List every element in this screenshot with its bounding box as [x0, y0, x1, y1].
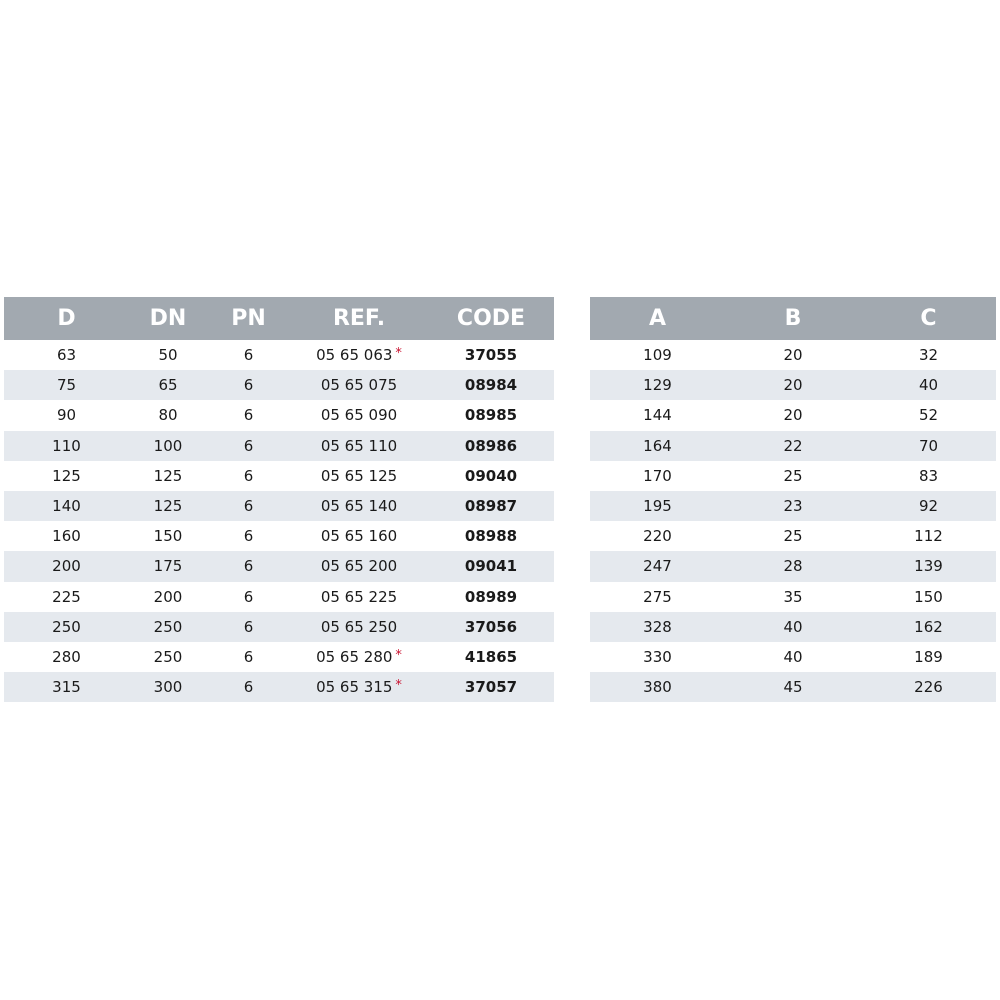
header-a: A — [590, 297, 725, 340]
cell-c: 83 — [861, 461, 996, 491]
asterisk-mark: * — [395, 346, 402, 362]
cell-ref — [290, 672, 428, 702]
cell-code: 08987 — [428, 491, 554, 521]
cell-a: 109 — [590, 340, 725, 370]
cell-a: 170 — [590, 461, 725, 491]
cell-ref — [290, 461, 428, 491]
cell-dn: 200 — [129, 582, 207, 612]
cell-pn: 6 — [207, 370, 290, 400]
cell-code: 37055 — [428, 340, 554, 370]
cell-pn: 6 — [207, 431, 290, 461]
ref-value: 05 65 160 — [320, 527, 398, 546]
cell-b: 20 — [725, 340, 861, 370]
ref-value: 05 65 250 — [320, 617, 398, 636]
ref-value: 05 65 090 — [320, 406, 398, 425]
cell-c: 112 — [861, 521, 996, 551]
cell-d: 75 — [4, 370, 129, 400]
cell-a: 164 — [590, 431, 725, 461]
cell-c: 52 — [861, 400, 996, 430]
table-row — [4, 612, 554, 642]
cell-c: 70 — [861, 431, 996, 461]
ref-value: 05 65 075 — [320, 376, 398, 395]
cell-b: 28 — [725, 551, 861, 581]
cell-ref — [290, 642, 428, 672]
cell-a: 220 — [590, 521, 725, 551]
dimensions-table-left — [4, 297, 554, 702]
cell-b: 22 — [725, 431, 861, 461]
ref-value: 05 65 280 — [316, 647, 393, 666]
cell-d: 125 — [4, 461, 129, 491]
table-row — [4, 551, 554, 581]
ref-value: 05 65 063 — [316, 346, 393, 365]
cell-dn: 80 — [129, 400, 207, 430]
table-row — [4, 431, 554, 461]
table-row — [4, 340, 554, 370]
table-row — [590, 491, 996, 521]
asterisk-mark: * — [395, 678, 402, 694]
cell-pn: 6 — [207, 461, 290, 491]
header-dn: DN — [129, 297, 207, 340]
cell-d: 315 — [4, 672, 129, 702]
cell-pn: 6 — [207, 491, 290, 521]
cell-dn: 65 — [129, 370, 207, 400]
cell-c: 32 — [861, 340, 996, 370]
cell-c: 40 — [861, 370, 996, 400]
ref-value: 05 65 125 — [320, 466, 398, 485]
table-row — [4, 370, 554, 400]
cell-dn: 250 — [129, 642, 207, 672]
cell-b: 23 — [725, 491, 861, 521]
cell-d: 250 — [4, 612, 129, 642]
table-row — [4, 672, 554, 702]
dimensions-table-right — [590, 297, 996, 702]
cell-ref — [290, 582, 428, 612]
header-row — [590, 297, 996, 340]
cell-dn: 125 — [129, 491, 207, 521]
cell-code: 08986 — [428, 431, 554, 461]
cell-c: 162 — [861, 612, 996, 642]
cell-code: 08988 — [428, 521, 554, 551]
cell-ref — [290, 400, 428, 430]
cell-dn: 100 — [129, 431, 207, 461]
ref-value: 05 65 110 — [320, 436, 398, 455]
cell-b: 20 — [725, 400, 861, 430]
header-b: B — [725, 297, 861, 340]
table-row — [4, 642, 554, 672]
cell-b: 40 — [725, 642, 861, 672]
header-c: C — [861, 297, 996, 340]
table-row — [590, 521, 996, 551]
cell-d: 110 — [4, 431, 129, 461]
cell-d: 225 — [4, 582, 129, 612]
cell-d: 90 — [4, 400, 129, 430]
cell-b: 25 — [725, 461, 861, 491]
cell-dn: 175 — [129, 551, 207, 581]
header-d: D — [4, 297, 129, 340]
ref-value: 05 65 315 — [316, 678, 393, 697]
cell-d: 200 — [4, 551, 129, 581]
header-pn: PN — [207, 297, 290, 340]
table-row — [4, 491, 554, 521]
cell-c: 150 — [861, 582, 996, 612]
cell-a: 330 — [590, 642, 725, 672]
ref-value: 05 65 200 — [320, 557, 398, 576]
cell-ref — [290, 491, 428, 521]
cell-pn: 6 — [207, 672, 290, 702]
table-row — [590, 340, 996, 370]
cell-a: 195 — [590, 491, 725, 521]
table-row — [4, 400, 554, 430]
cell-c: 226 — [861, 672, 996, 702]
table-row — [4, 461, 554, 491]
cell-c: 189 — [861, 642, 996, 672]
cell-c: 139 — [861, 551, 996, 581]
table-row — [590, 461, 996, 491]
cell-code: 08984 — [428, 370, 554, 400]
cell-ref — [290, 340, 428, 370]
cell-dn: 300 — [129, 672, 207, 702]
table-row — [590, 672, 996, 702]
cell-ref — [290, 612, 428, 642]
cell-b: 20 — [725, 370, 861, 400]
table-row — [590, 431, 996, 461]
table-row — [590, 642, 996, 672]
cell-ref — [290, 521, 428, 551]
cell-code: 41865 — [428, 642, 554, 672]
cell-pn: 6 — [207, 642, 290, 672]
cell-pn: 6 — [207, 582, 290, 612]
header-row — [4, 297, 554, 340]
cell-a: 247 — [590, 551, 725, 581]
cell-a: 129 — [590, 370, 725, 400]
cell-ref — [290, 551, 428, 581]
cell-d: 280 — [4, 642, 129, 672]
cell-a: 328 — [590, 612, 725, 642]
cell-code: 08985 — [428, 400, 554, 430]
cell-b: 35 — [725, 582, 861, 612]
cell-d: 63 — [4, 340, 129, 370]
cell-ref — [290, 370, 428, 400]
cell-d: 140 — [4, 491, 129, 521]
cell-code: 37057 — [428, 672, 554, 702]
cell-dn: 125 — [129, 461, 207, 491]
cell-code: 37056 — [428, 612, 554, 642]
cell-pn: 6 — [207, 521, 290, 551]
asterisk-mark: * — [395, 647, 402, 663]
header-code: CODE — [428, 297, 554, 340]
cell-code: 09041 — [428, 551, 554, 581]
cell-pn: 6 — [207, 340, 290, 370]
cell-a: 144 — [590, 400, 725, 430]
cell-ref — [290, 431, 428, 461]
cell-code: 09040 — [428, 461, 554, 491]
table-row — [590, 551, 996, 581]
ref-value: 05 65 225 — [320, 587, 398, 606]
table-row — [590, 370, 996, 400]
table-row — [590, 612, 996, 642]
cell-code: 08989 — [428, 582, 554, 612]
cell-c: 92 — [861, 491, 996, 521]
cell-b: 25 — [725, 521, 861, 551]
cell-pn: 6 — [207, 612, 290, 642]
cell-dn: 250 — [129, 612, 207, 642]
cell-pn: 6 — [207, 400, 290, 430]
cell-dn: 50 — [129, 340, 207, 370]
table-row — [4, 582, 554, 612]
cell-dn: 150 — [129, 521, 207, 551]
cell-a: 380 — [590, 672, 725, 702]
cell-a: 275 — [590, 582, 725, 612]
table-row — [590, 582, 996, 612]
header-ref: REF. — [290, 297, 428, 340]
cell-b: 40 — [725, 612, 861, 642]
cell-b: 45 — [725, 672, 861, 702]
cell-d: 160 — [4, 521, 129, 551]
table-row — [4, 521, 554, 551]
ref-value: 05 65 140 — [320, 497, 398, 516]
cell-pn: 6 — [207, 551, 290, 581]
table-row — [590, 400, 996, 430]
